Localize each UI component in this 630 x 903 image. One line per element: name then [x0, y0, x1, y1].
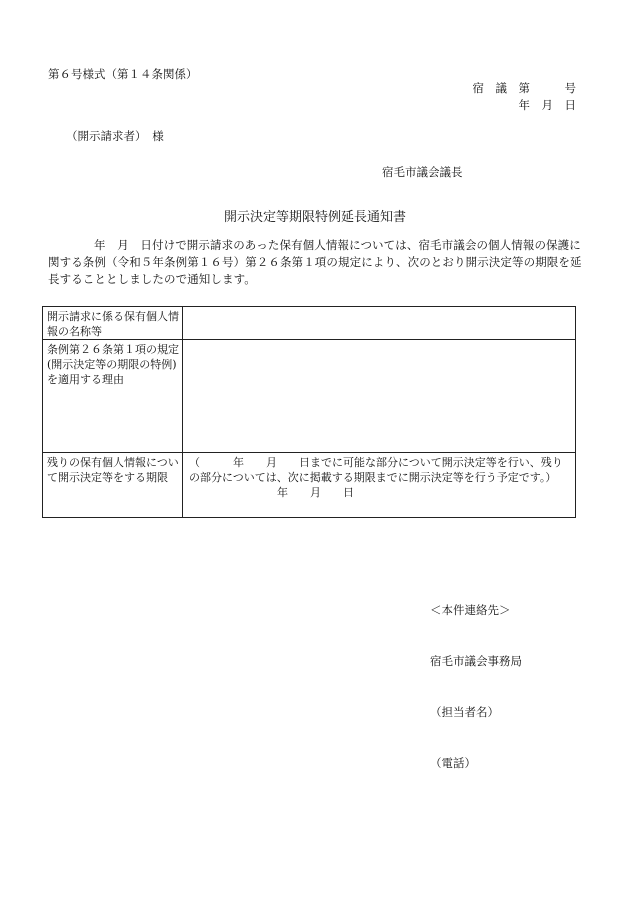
row-value-document-name	[183, 307, 576, 340]
table-row	[43, 340, 576, 453]
form-number: 第６号様式（第１４条関係）	[48, 67, 198, 81]
document-date: 年 月 日	[518, 98, 576, 112]
info-table	[42, 306, 576, 518]
table-row	[43, 307, 576, 340]
contact-heading: ＜本件連絡先＞	[430, 603, 511, 617]
contact-office: 宿毛市議会事務局	[430, 654, 522, 668]
document-title: 開示決定等期限特例延長通知書	[223, 210, 406, 225]
table-row	[43, 453, 576, 518]
row-label-document-name: 開示請求に係る保有個人情報の名称等	[43, 307, 183, 340]
deadline-line-3: 年 月 日	[189, 486, 354, 499]
row-label-deadline: 残りの保有個人情報について開示決定等をする期限	[43, 453, 183, 518]
contact-person: （担当者名）	[430, 705, 499, 719]
sender: 宿毛市議会議長	[382, 165, 463, 179]
contact-block	[430, 568, 522, 789]
addressee: （開示請求者） 様	[66, 129, 164, 143]
deadline-line-2: の部分については、次に掲載する期限までに開示決定等を行う予定です。）	[189, 471, 557, 484]
row-label-reason: 条例第２６条第１項の規定(開示決定等の期限の特例)を適用する理由	[43, 340, 183, 453]
row-value-deadline	[183, 453, 576, 518]
body-paragraph: 年 月 日付けで開示請求のあった保有個人情報については、宿毛市議会の個人情報の保護に関する条例（令和５年条例第１６号）第２６条第１項の規定により、次のとおり開示決定等の期限を延長することとしましたので通知します。	[48, 238, 582, 286]
deadline-line-1: （ 年 月 日までに可能な部分について開示決定等を行い、残り	[189, 456, 563, 469]
contact-phone: （電話）	[430, 756, 476, 770]
document-number: 宿 議 第 号	[472, 81, 576, 95]
row-value-reason	[183, 340, 576, 453]
